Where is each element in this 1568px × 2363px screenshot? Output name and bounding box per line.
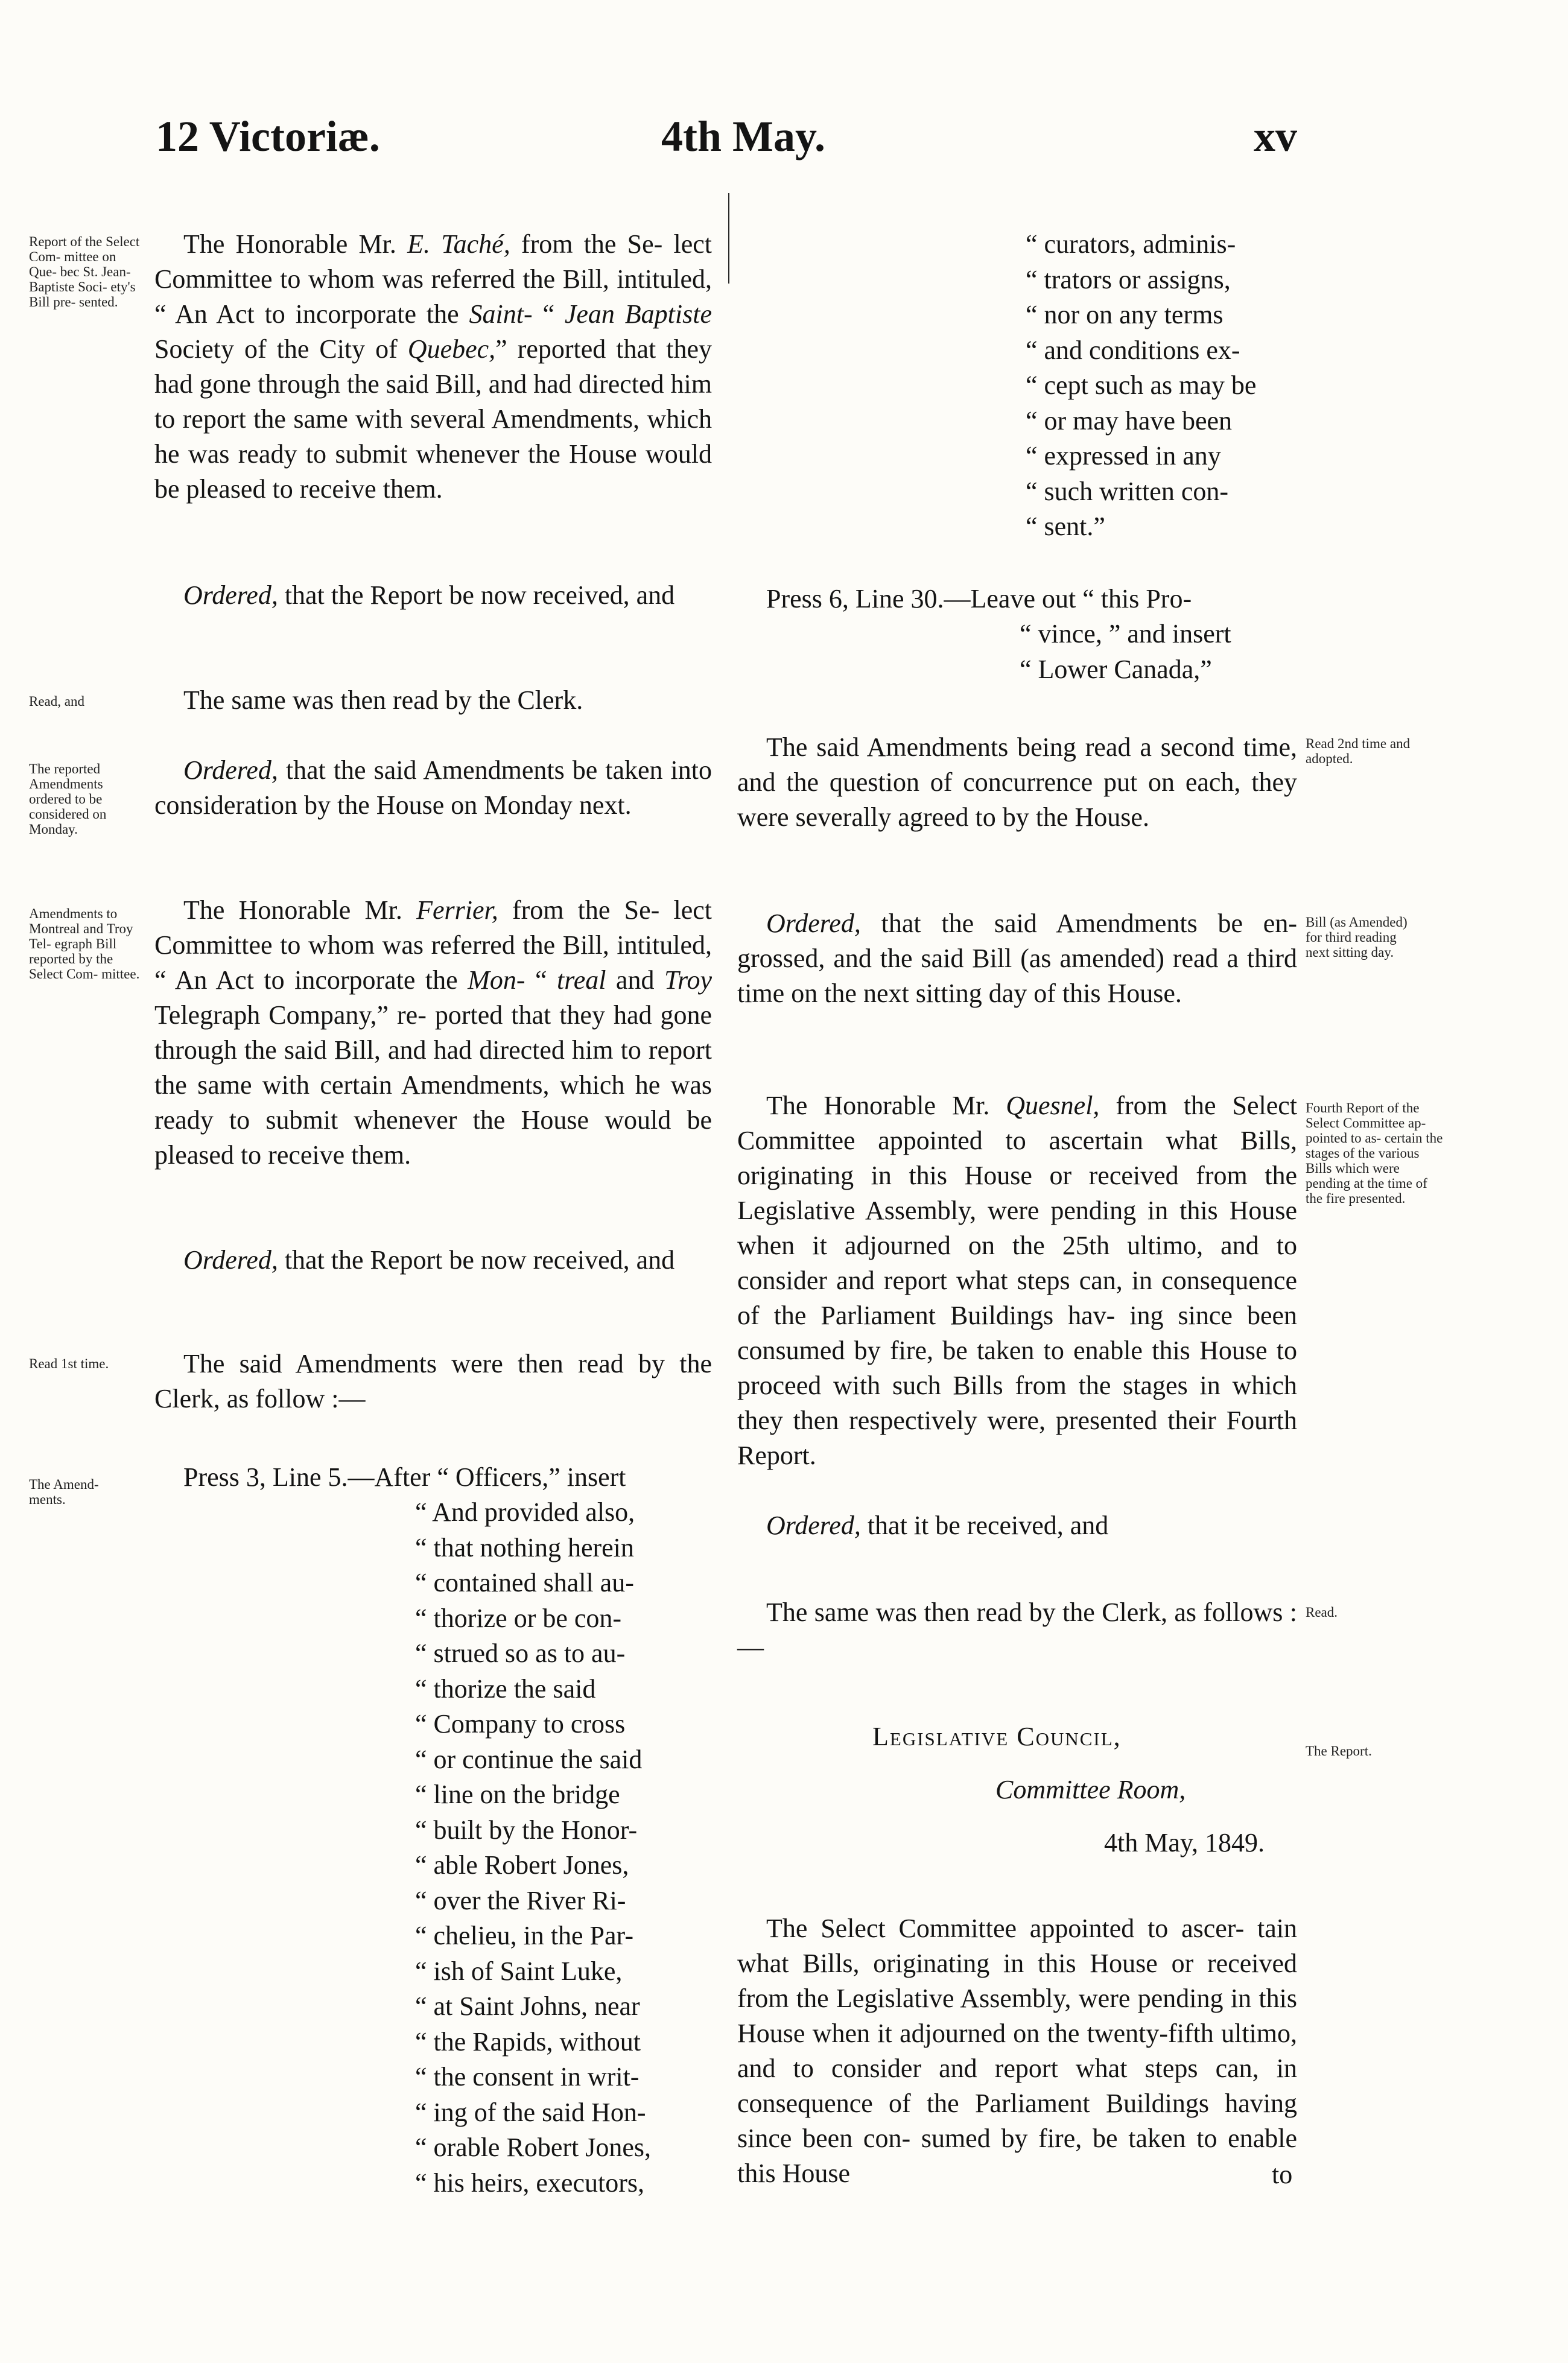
paragraph: The said Amendments being read a second time, and the question of concurrence put on each, they were severally agreed to by the House. [737, 732, 1297, 832]
margin-note: Read, and [29, 694, 84, 709]
margin-note: Read 2nd time and adopted. [1306, 736, 1411, 766]
amendment-quote: “ And provided also, “ that nothing herein “ contained shall au- “ thorize or be con- “ strued so as to au- “ thorize the said “ Company to cross “ or continue the said “ line on the bridge “ built by the Honor- “ able Robert Jones, “ over the River Ri- “ chelieu, in the Par- “ ish of Saint Luke, “ at Saint Johns, near “ the Rapids, without “ the consent in writ- “ ing of the said Hon- “ orable Robert Jones, “ his heirs, executors, [415, 1497, 651, 2198]
margin-note: Amendments to Montreal and Troy Tel- egraph Bill reported by the Select Com- mittee. [29, 906, 140, 982]
margin-note: The Report. [1306, 1743, 1372, 1759]
paragraph: The said Amendments were then read by the Clerk, as follow :— [154, 1349, 712, 1413]
paragraph: Ordered, that the said Amendments be taken into consideration by the House on Monday next. [154, 755, 712, 820]
margin-note: Read. [1306, 1605, 1338, 1620]
margin-note: Fourth Report of the Select Committee ap- pointed to as- certain the stages of the various Bills which were pending at the time of the fire presented. [1306, 1100, 1443, 1206]
paragraph: Ordered, that the Report be now received, and [183, 1245, 675, 1275]
report-date: 4th May, 1849. [1104, 1828, 1265, 1857]
paragraph: The same was then read by the Clerk, as follows :— [737, 1597, 1297, 1662]
paragraph: Ordered, that it be received, and [766, 1511, 1109, 1540]
paragraph: The Honorable Mr. Quesnel, from the Select Committee appointed to ascertain what Bills, originating in this House or received from the Legislative Assembly, were pending in this House when it adjourned on the 25th ultimo, and to consider and report what steps can, in consequence of the Parliament Buildings hav- ing since been consumed by fire, be taken to enable this House to proceed with such Bills from the stages in which they then respectively were, presented their Fourth Report. [737, 1091, 1298, 1470]
paragraph: Ordered, that the Report be now received, and [183, 580, 675, 610]
paragraph: The Honorable Mr. Ferrier, from the Se- lect Committee to whom was referred the Bill, intituled, “ An Act to incorporate the Mon- “ treal and Troy Telegraph Company,” re- ported that they had gone through the said Bill, and had directed him to report the same with certain Amendments, which he was ready to submit whenever the House would be pleased to receive them. [154, 895, 713, 1170]
amendment-lead: Press 6, Line 30.—Leave out “ this Pro- [766, 584, 1192, 614]
page-number: xv [1254, 112, 1297, 160]
paragraph: Ordered, that the said Amendments be en- grossed, and the said Bill (as amended) read a third time on the next sitting day of this House. [737, 909, 1297, 1008]
amendment-lead: Press 3, Line 5.—After “ Officers,” insert [183, 1462, 626, 1492]
margin-note: Bill (as Amended) for third reading next sitting day. [1306, 915, 1408, 960]
column-rule [728, 193, 729, 284]
amendment-quote-continued: “ curators, adminis- “ trators or assigns, “ nor on any terms “ and conditions ex- “ cept such as may be “ or may have been “ expressed in any “ such written con- “ sent.” [1026, 229, 1257, 541]
margin-note: The Amend- ments. [29, 1477, 99, 1507]
paragraph: The same was then read by the Clerk. [183, 685, 583, 715]
catchword: to [1272, 2160, 1293, 2189]
margin-note: The reported Amendments ordered to be considered on Monday. [29, 761, 107, 837]
running-head-center: 4th May. [661, 112, 826, 160]
running-head-left: 12 Victoriæ. [156, 112, 380, 160]
paragraph: The Honorable Mr. E. Taché, from the Se- lect Committee to whom was referred the Bill, intituled, “ An Act to incorporate the Saint- “ Jean Baptiste Society of the City of Quebec,” reported that they had gone through the said Bill, and had directed him to report the same with several Amendments, which he was ready to submit whenever the House would be pleased to receive them. [154, 229, 713, 504]
amendment-quote: “ vince, ” and insert “ Lower Canada,” [1020, 619, 1231, 684]
margin-note: Report of the Select Com- mittee on Que- bec St. Jean- Baptiste Soci- ety's Bill pre- sented. [29, 234, 140, 309]
margin-note: Read 1st time. [29, 1356, 109, 1371]
report-heading: Legislative Council, [872, 1722, 1122, 1751]
paragraph: The Select Committee appointed to ascer- tain what Bills, originating in this House or received from the Legislative Assembly, were pending in this House when it adjourned on the twenty-fifth ultimo, and to consider and report what steps can, in consequence of the Parliament Buildings having since been con- sumed by fire, be taken to enable this House [737, 1914, 1297, 2188]
report-subheading: Committee Room, [995, 1775, 1186, 1804]
